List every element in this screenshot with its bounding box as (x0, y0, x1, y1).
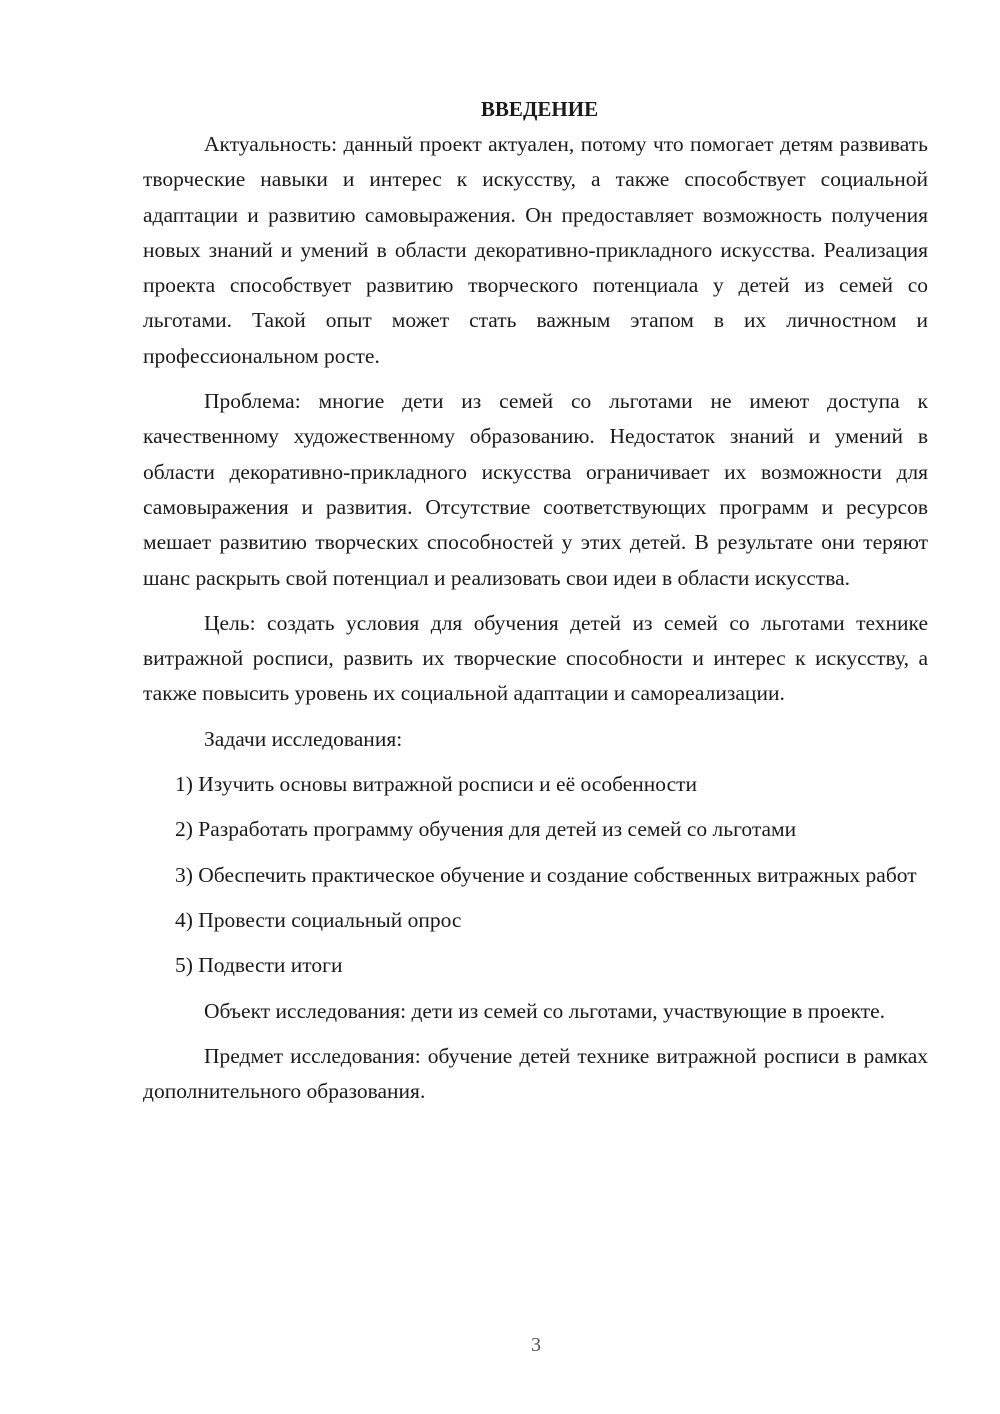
document-page (143, 92, 928, 1109)
task-item: 5) Подвести итоги (175, 953, 343, 978)
relevance-paragraph: Актуальность: данный проект актуален, потому что помогает детям развивать творческие навыки и интерес к искусству, а также способствует социальной адаптации и развитию самовыражения. Он предоставляет возможность получения новых знаний и умений в области декоративно-прикладного искусства. Реализация проекта способствует развитию творческого потенциала у детей из семей со льготами. Такой опыт может стать важным этапом в их личностном и профессиональном росте. (143, 132, 928, 368)
page-number: 3 (531, 1334, 541, 1356)
task-item: 4) Провести социальный опрос (175, 907, 462, 932)
task-item: 2) Разработать программу обучения для детей из семей со льготами (175, 817, 797, 842)
goal-paragraph: Цель: создать условия для обучения детей из семей со льготами технике витражной росписи, развить их творческие способности и интерес к искусству, а также повысить уровень их социальной адаптации и самореализации. (143, 610, 928, 706)
object-paragraph: Объект исследования: дети из семей со льготами, участвующие в проекте. (204, 998, 886, 1023)
task-item: 1) Изучить основы витражной росписи и её особенности (175, 772, 698, 797)
task-item: 3) Обеспечить практическое обучение и создание собственных витражных работ (175, 862, 917, 887)
section-title: ВВЕДЕНИЕ (480, 97, 599, 121)
tasks-heading: Задачи исследования: (204, 726, 403, 751)
problem-paragraph: Проблема: многие дети из семей со льготами не имеют доступа к качественному художественному образованию. Недостаток знаний и умений в области декоративно-прикладного искусства ограничивает их возможности для самовыражения и развития. Отсутствие соответствующих программ и ресурсов мешает развитию творческих способностей у этих детей. В результате они теряют шанс раскрыть свой потенциал и реализовать свои идеи в области искусства. (143, 389, 928, 590)
subject-paragraph: Предмет исследования: обучение детей технике витражной росписи в рамках дополнительного образования. (143, 1043, 928, 1104)
